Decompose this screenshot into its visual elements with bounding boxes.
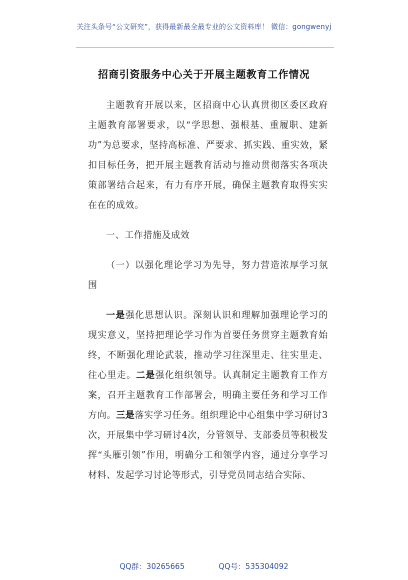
- point-text-3: 落实学习任务。组织理论中心组集中学习研讨3次，开展集中学习研讨4次，分管领导、支部委员等积极发挥“头雁引领”作用，明确分工和领学内容，通过分享学习材料、发起学习讨论等形式，引导党员同志结合实际、: [88, 411, 328, 481]
- point-text-2: 强化组织领导。认真制定主题教育工作方案，召开主题教育工作部署会，明确主要任务和学习工作方向。: [88, 371, 328, 421]
- document-title: 招商引资服务中心关于开展主题教育工作情况: [98, 70, 310, 81]
- footer-contact: [0, 561, 408, 572]
- footer-qq-group: QQ群：30265665: [119, 562, 185, 571]
- footer-qq-number: QQ号：535304092: [218, 562, 289, 571]
- section-heading: 一、工作措施及成效: [106, 231, 190, 241]
- measures-paragraph: [88, 306, 328, 486]
- point-lead-2: 二是: [136, 371, 156, 381]
- point-text-1: 强化思想认识。深刻认识和理解加强理论学习的现实意义，坚持把理论学习作为首要任务贯穿主题教育始终，不断强化理论武装，推动学习往深里走、往实里走、往心里走。: [88, 311, 328, 381]
- intro-paragraph: 主题教育开展以来，区招商中心认真贯彻区委区政府主题教育部署要求，以“学思想、强根基、重履职、建新功”为总要求，坚持高标准、严要求、抓实践、重实效，紧扣目标任务，把开展主题教育活动与推动贯彻落实各项决策部署结合起来，有力有序开展，确保主题教育取得实实在在的成效。: [88, 101, 328, 211]
- header-divider: [76, 47, 334, 48]
- header-banner: 关注头条号“公文研究”，获得最新最全最专业的公文资料库！ 微信：gongwenyj: [76, 23, 332, 31]
- subsection-heading: （一）以强化理论学习为先导，努力营造浓厚学习氛围: [88, 261, 328, 291]
- document-body: [88, 96, 328, 486]
- point-lead-3: 三是: [116, 411, 135, 421]
- point-lead-1: 一是: [106, 311, 126, 321]
